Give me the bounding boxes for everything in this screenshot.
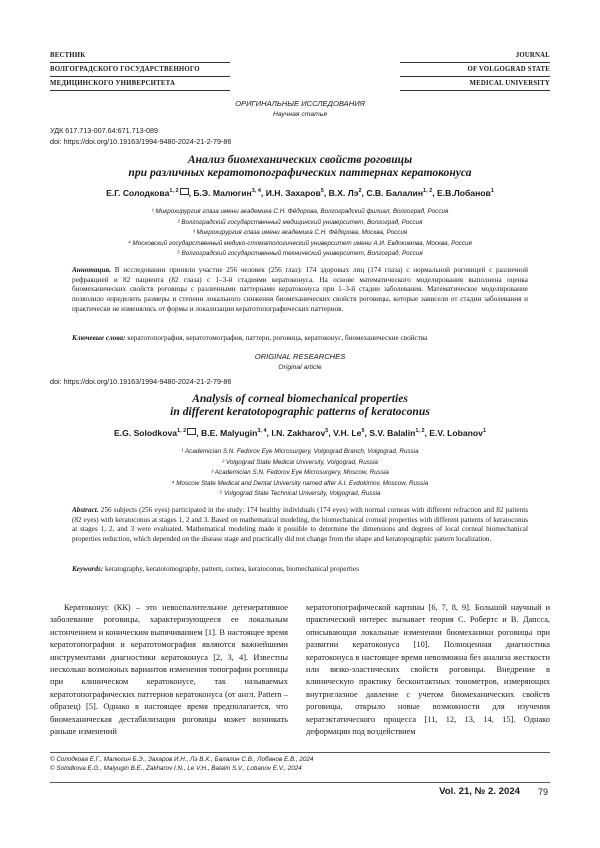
title-en <box>0 392 600 418</box>
copyright-ru: © Солодкова Е.Г., Малюгин Б.Э., Захаров И.Н., Лэ В.Х., Балалин С.В., Лобанов Е.В., 2024 <box>50 755 313 764</box>
abstract-label-en: Abstract. <box>72 506 99 514</box>
section-label-ru: ОРИГИНАЛЬНЫЕ ИССЛЕДОВАНИЯ <box>0 99 600 108</box>
author: B.E. Malyugin <box>201 428 257 438</box>
abstract-en <box>72 506 528 545</box>
footer-divider <box>50 782 550 783</box>
affiliation: ¹ Микрохирургия глаза имени академика С.Н. Фёдорова, Волгоградский филиал, Волгоград, Россия <box>0 207 600 218</box>
author: И.Н. Захаров <box>266 188 321 198</box>
affiliation: ⁵ Volgograd State Technical University, Volgograd, Russia <box>0 489 600 500</box>
author-sup: 1, 2 <box>415 428 424 434</box>
title-ru <box>0 153 600 179</box>
authors-ru: Е.Г. Солодкова1, 2 , Б.Э. Малюгин3, 4, И.Н. Захаров5, В.Х. Лэ2, С.В. Балалин1, 2, Е.В.Лобанов1 <box>0 188 600 198</box>
journal-name-ru-line: ВЕСТНИК <box>50 49 230 63</box>
affiliation: ¹ Academician S.N. Fedorov Eye Microsurgery, Volgograd Branch, Volgograd, Russia <box>0 447 600 458</box>
author-sup: 2 <box>358 188 361 194</box>
author: E.V. Lobanov <box>429 428 483 438</box>
affiliation: ² Volgograd State Medical University, Volgograd, Russia <box>0 458 600 469</box>
abstract-text-ru: В исследовании приняли участие 256 человек (256 глаз): 174 здоровых лиц (174 глаза) с нормальной роговицей с различной рефракцией и 82 пациента (82 глаза) с 1–3-й стадиями кератоконуса. На основе математического моделирования выполнена оценка биомеханических свойств роговицы с различными паттернами кератоконуса при 1–3-й стадии заболевания. Математическое моделирование позволило определить размеры и степени локального снижения биомеханических свойств роговицы, которые зависели от стадии заболевания и практически не изменялись от формы и локализации кератотопографических паттернов. <box>72 266 528 313</box>
abstract-text-en: 256 subjects (256 eyes) participated in the study: 174 healthy individuals (174 eyes) with normal corneas with different refraction and 82 patients (82 eyes) with keratoconus at stages 1, 2 and 3. Based on mathematical modeling, the biomechanical corneal properties with different patterns of keratoconus at stages 1, 2, and 3 were evaluated. Mathematical modeling made it possible to determine the dimensions and degrees of local corneal biomechanical properties reduction, which depended on the disease stage and practically did not change from the shape and keratopographic pattern localization. <box>72 506 528 543</box>
affiliation: ⁵ Волгоградский государственный технический университет, Волгоград, Россия <box>0 249 600 260</box>
keywords-label-ru: Ключевые слова: <box>72 334 126 342</box>
affiliation: ⁴ Moscow State Medical and Dental University named after A.I. Evdokimov, Moscow, Russia <box>0 479 600 490</box>
doi-en: doi: https://doi.org/10.19163/1994-9480-2024-21-2-79-86 <box>50 377 231 386</box>
authors-en: E.G. Solodkova1, 2 , B.E. Malyugin3, 4, I.N. Zakharov5, V.H. Le5, S.V. Balalin1, 2, E.V. Lobanov1 <box>0 428 600 438</box>
author-sup: 1 <box>491 188 494 194</box>
copyright-block <box>50 755 313 773</box>
author-sup: 1, 2 <box>423 188 432 194</box>
keywords-text-ru: кератотопография, кератотомография, паттерн, роговица, кератоконус, биомеханические свойства <box>127 334 427 342</box>
body-column-left: Кератоконус (КК) – это невоспалительное дегенеративное заболевание роговицы, характеризующееся ее локальным истончением и коническим выпячиванием [1]. В настоящее время кератотопография и кератотомография являются важнейшими инструментами диагностики кератоконуса [2, 3, 4]. Известны несколько возможных вариантов изменения топографии роговицы при клиническом кератоконусе, так называемых кератотопографических паттернов кератоконуса (от англ. Pattern – образец) [5]. Однако в настоящее время предполагается, что биомеханическая дестабилизация роговицы может возникать раньше изменений <box>50 602 288 738</box>
title-en-line1: Analysis of corneal biomechanical properties <box>0 392 600 405</box>
author: S.V. Balalin <box>369 428 415 438</box>
title-en-line2: in different keratotopographic patterns of keratoconus <box>0 405 600 418</box>
author-sup: 3, 4 <box>257 428 266 434</box>
author: В.Х. Лэ <box>329 188 359 198</box>
affiliations-ru <box>0 207 600 260</box>
copyright-en: © Solodkova E.G., Malyugin B.E., Zakharov I.N., Le V.H., Balalin S.V., Lobanov E.V., 2024 <box>50 764 313 773</box>
journal-name-ru-line: ВОЛГОГРАДСКОГО ГОСУДАРСТВЕННОГО <box>50 63 230 77</box>
abstract-label-ru: Аннотация. <box>72 266 111 274</box>
author-sup: 5 <box>325 428 328 434</box>
author: Б.Э. Малюгин <box>193 188 251 198</box>
author: Е.Г. Солодкова <box>106 188 169 198</box>
journal-name-en <box>400 49 550 91</box>
keywords-ru <box>72 334 528 344</box>
envelope-icon <box>180 188 189 195</box>
affiliations-en <box>0 447 600 500</box>
affiliation: ⁴ Московский государственный медико-стоматологический университет имени А.И. Евдокимова, Москва, Россия <box>0 239 600 250</box>
udk: УДК 617.713-007.64:671.713-089 <box>50 126 158 135</box>
envelope-icon <box>187 428 196 435</box>
author: V.H. Le <box>333 428 361 438</box>
journal-name-en-line: JOURNAL <box>400 49 550 63</box>
author-sup: 5 <box>321 188 324 194</box>
author-sup: 1, 2 <box>177 428 186 434</box>
affiliation: ³ Микрохирургия глаза имени академика С.Н. Фёдорова, Москва, Россия <box>0 228 600 239</box>
article-type-ru: Научная статья <box>0 111 600 118</box>
volume-info: Vol. 21, № 2. 2024 <box>439 786 520 797</box>
article-type-en: Original article <box>0 364 600 371</box>
author-sup: 3, 4 <box>252 188 261 194</box>
keywords-en <box>72 565 528 575</box>
section-label-en: ORIGINAL RESEARCHES <box>0 352 600 361</box>
journal-name-ru-line: МЕДИЦИНСКОГО УНИВЕРСИТЕТА <box>50 77 230 91</box>
keywords-text-en: keratography, keratotomography, pattern, cornea, keratoconus, biomechanical properties <box>105 565 359 573</box>
journal-name-en-line: OF VOLGOGRAD STATE <box>400 63 550 77</box>
title-ru-line1: Анализ биомеханических свойств роговицы <box>0 153 600 166</box>
copyright-divider <box>50 752 550 753</box>
author-sup: 1, 2 <box>169 188 178 194</box>
journal-name-en-line: MEDICAL UNIVERSITY <box>400 77 550 91</box>
author: С.В. Балалин <box>366 188 423 198</box>
page-number: 79 <box>538 787 548 797</box>
abstract-ru <box>72 266 528 315</box>
affiliation: ³ Academician S.N. Fedorov Eye Microsurgery, Moscow, Russia <box>0 468 600 479</box>
author-sup: 1 <box>483 428 486 434</box>
body-column-right: кератотопографической картины [6, 7, 8, 9]. Большой научный и практический интерес вызывает теория С. Робертс и В. Дапсса, описывающая локальные изменении биомеханики роговицы при развитии кератоконуса [10]. Полноценная диагностика кератоконуса в настоящее время невозможна без анализа жесткости или вязко-эластических свойств роговицы. Внедрение в клиническую практику бесконтактных тонометров, измеряющих внутриглазное давление с учетом биомеханических свойств роговицы, открыло новые возможности для изучения кератэктатического процесса [11, 12, 13, 14, 15]. Однако деформации под воздействием <box>306 602 550 738</box>
author: E.G. Solodkova <box>114 428 177 438</box>
author: Е.В.Лобанов <box>437 188 491 198</box>
affiliation: ² Волгоградский государственный медицинский университет, Волгоград, Россия <box>0 218 600 229</box>
author-sup: 5 <box>361 428 364 434</box>
journal-name-ru <box>50 49 230 91</box>
author: I.N. Zakharov <box>271 428 325 438</box>
keywords-label-en: Keywords: <box>72 565 103 573</box>
doi-ru: doi: https://doi.org/10.19163/1994-9480-2024-21-2-79-86 <box>50 137 231 146</box>
title-ru-line2: при различных кератотопографических паттернах кератоконуса <box>0 166 600 179</box>
